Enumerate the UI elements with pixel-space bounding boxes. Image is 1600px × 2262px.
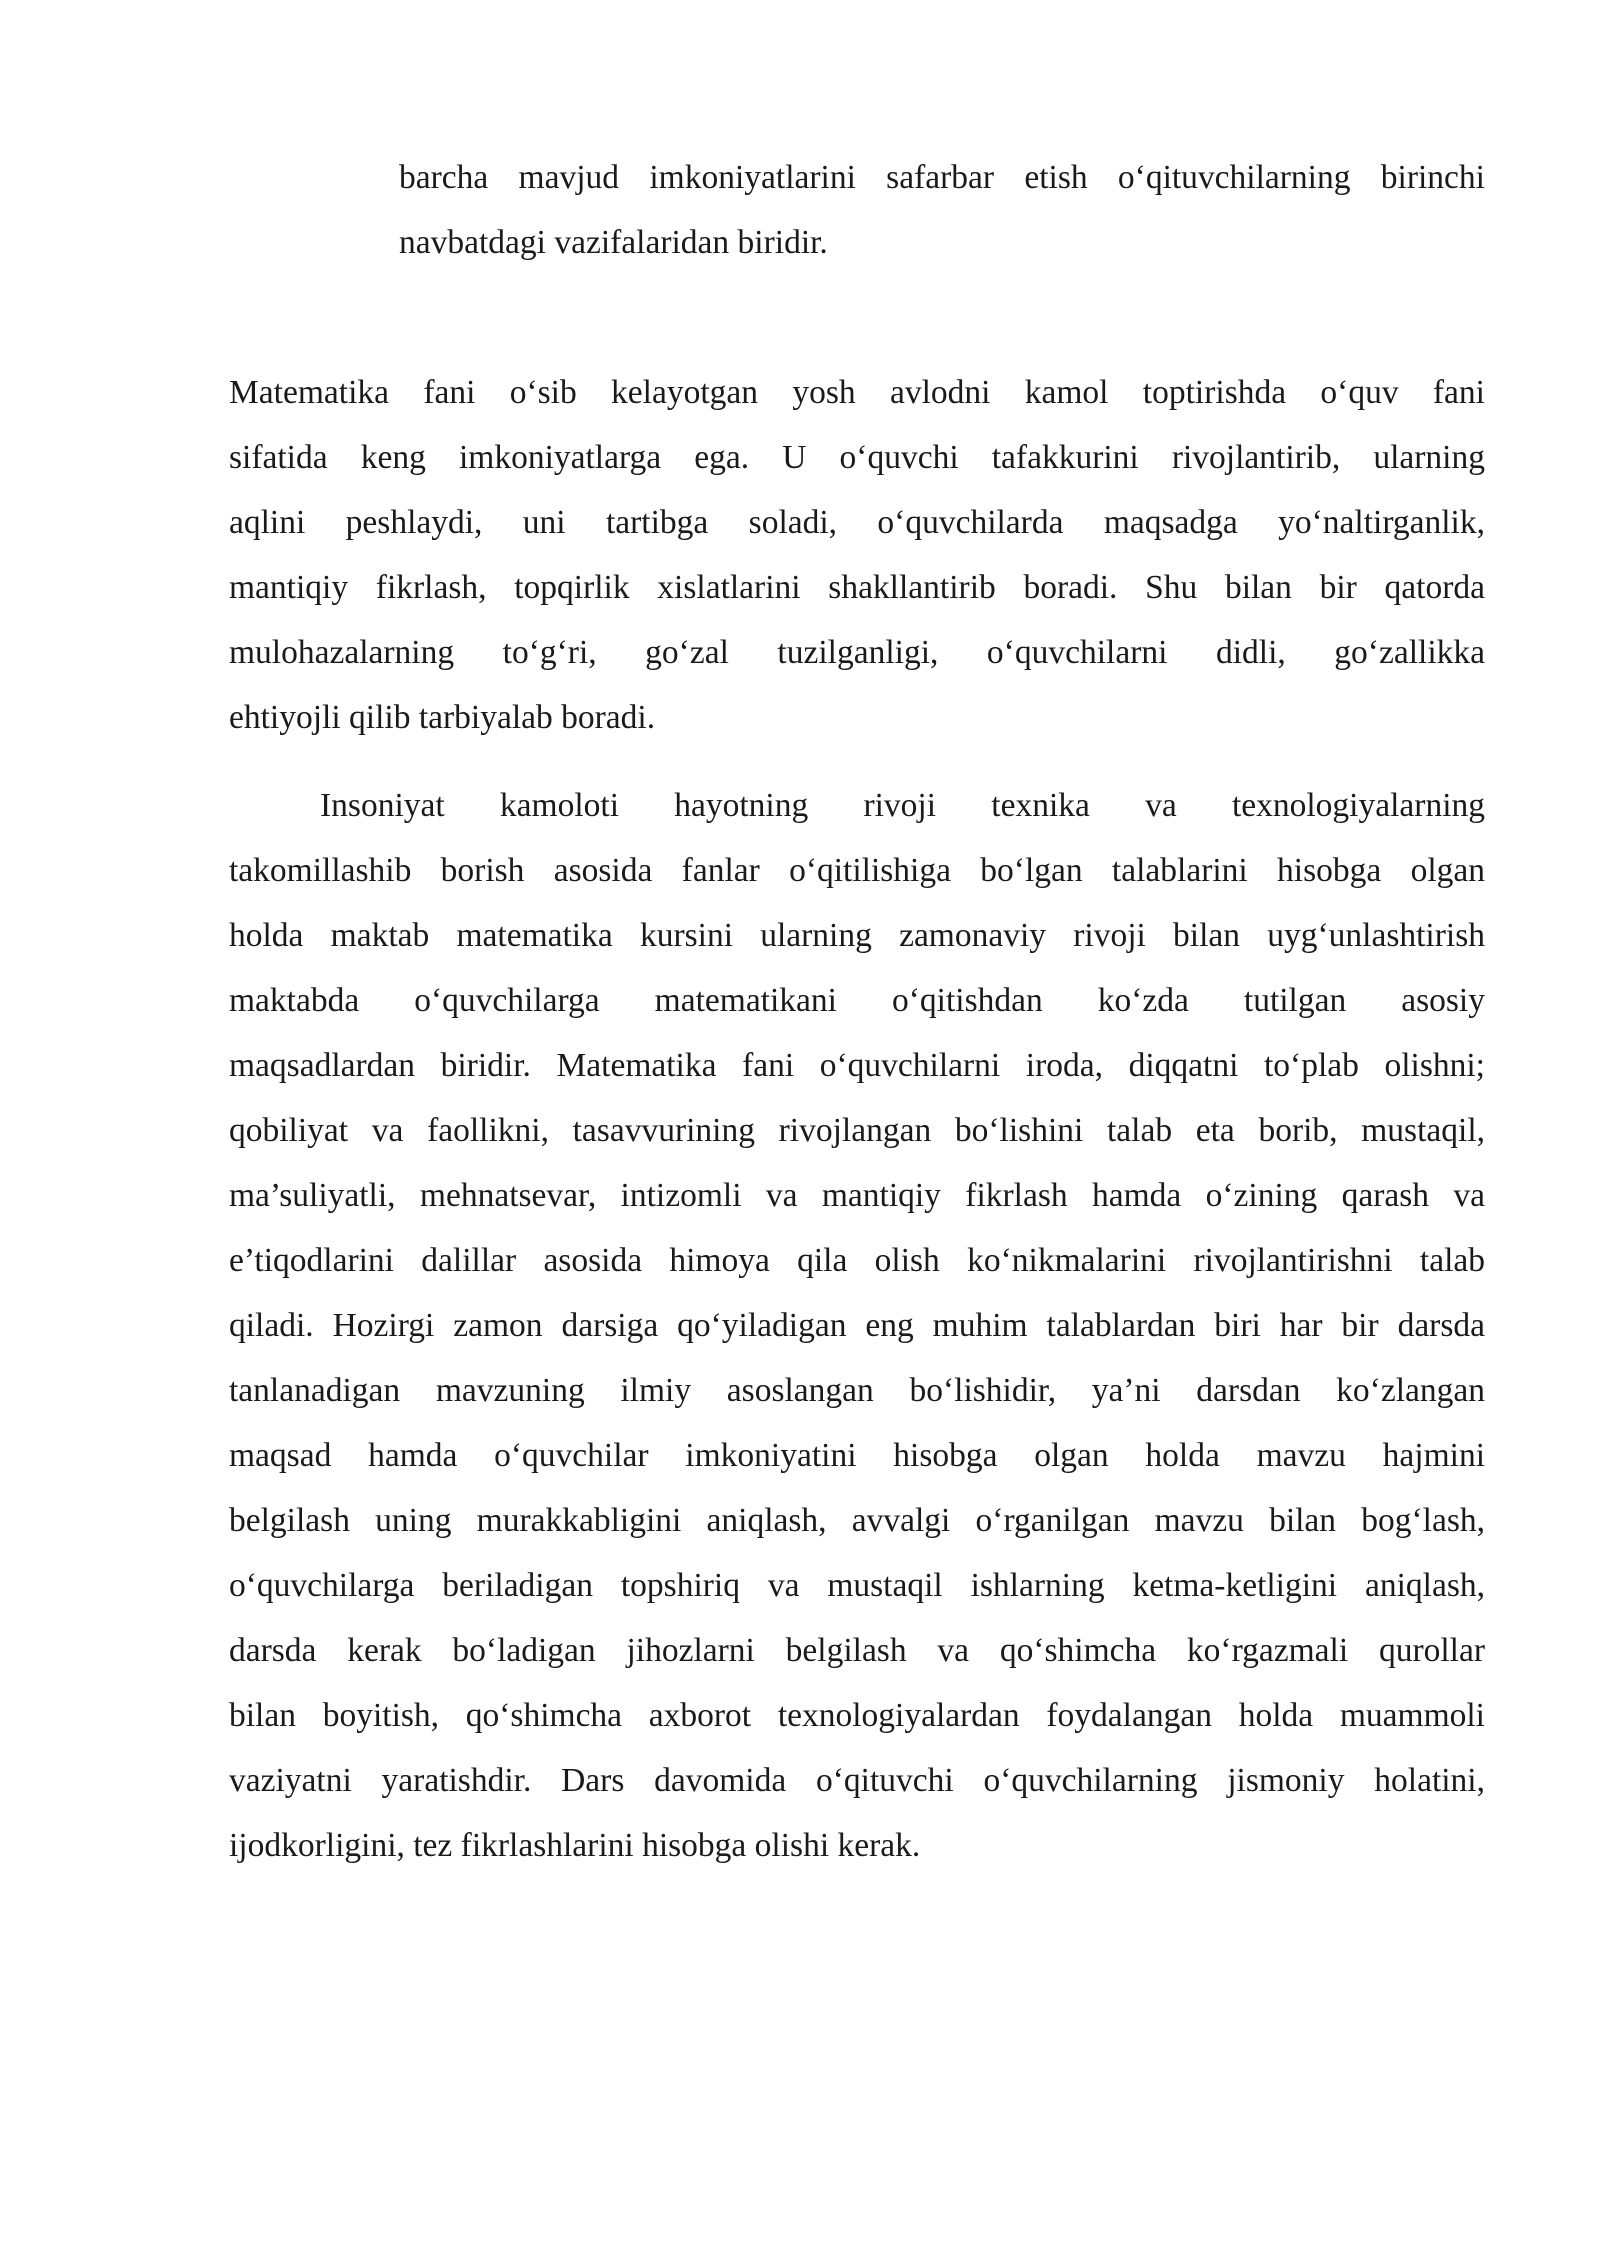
paragraph-line: takomillashib borish asosida fanlar o‘qitilishiga bo‘lgan talablarini hisobga olgan — [229, 852, 1485, 889]
paragraph-line: Insoniyat kamoloti hayotning rivoji texnika va texnologiyalarning — [320, 787, 1485, 824]
paragraph-line: ijodkorligini, tez fikrlashlarini hisobga olishi kerak. — [229, 1827, 921, 1864]
paragraph-line: ma’suliyatli, mehnatsevar, intizomli va mantiqiy fikrlash hamda o‘zining qarash va — [229, 1177, 1485, 1214]
paragraph-line: e’tiqodlarini dalillar asosida himoya qila olish ko‘nikmalarini rivojlantirishni talab — [229, 1242, 1485, 1279]
intro-paragraph — [399, 145, 1485, 275]
paragraph-line: maqsadlardan biridir. Matematika fani o‘quvchilarni iroda, diqqatni to‘plab olishni; — [229, 1047, 1485, 1084]
paragraph-line: navbatdagi vazifalaridan biridir. — [399, 224, 828, 261]
paragraph-lesson-requirements — [229, 773, 1485, 1878]
paragraph-line: barcha mavjud imkoniyatlarini safarbar etish o‘qituvchilarning birinchi — [399, 159, 1485, 196]
paragraph-line: darsda kerak bo‘ladigan jihozlarni belgilash va qo‘shimcha ko‘rgazmali qurollar — [229, 1632, 1485, 1669]
paragraph-line: belgilash uning murakkabligini aniqlash, avvalgi o‘rganilgan mavzu bilan bog‘lash, — [229, 1502, 1485, 1539]
paragraph-line: bilan boyitish, qo‘shimcha axborot texnologiyalardan foydalangan holda muammoli — [229, 1697, 1485, 1734]
paragraph-line: ehtiyojli qilib tarbiyalab boradi. — [229, 699, 656, 736]
paragraph-line: qobiliyat va faollikni, tasavvurining rivojlangan bo‘lishini talab eta borib, mustaqil, — [229, 1112, 1485, 1149]
paragraph-line: maktabda o‘quvchilarga matematikani o‘qitishdan ko‘zda tutilgan asosiy — [229, 982, 1485, 1019]
paragraph-line: tanlanadigan mavzuning ilmiy asoslangan bo‘lishidir, ya’ni darsdan ko‘zlangan — [229, 1372, 1485, 1409]
paragraph-line: holda maktab matematika kursini ularning zamonaviy rivoji bilan uyg‘unlashtirish — [229, 917, 1485, 954]
paragraph-line: maqsad hamda o‘quvchilar imkoniyatini hisobga olgan holda mavzu hajmini — [229, 1437, 1485, 1474]
paragraph-mathematics-role — [229, 360, 1485, 750]
paragraph-line: mantiqiy fikrlash, topqirlik xislatlarini shakllantirib boradi. Shu bilan bir qatorda — [229, 569, 1485, 606]
paragraph-line: vaziyatni yaratishdir. Dars davomida o‘qituvchi o‘quvchilarning jismoniy holatini, — [229, 1762, 1485, 1799]
paragraph-line: aqlini peshlaydi, uni tartibga soladi, o‘quvchilarda maqsadga yo‘naltirganlik, — [229, 504, 1485, 541]
paragraph-line: Matematika fani o‘sib kelayotgan yosh avlodni kamol toptirishda o‘quv fani — [229, 374, 1485, 411]
paragraph-line: mulohazalarning to‘g‘ri, go‘zal tuzilganligi, o‘quvchilarni didli, go‘zallikka — [229, 634, 1485, 671]
paragraph-line: qiladi. Hozirgi zamon darsiga qo‘yiladigan eng muhim talablardan biri har bir darsda — [229, 1307, 1485, 1344]
paragraph-line: sifatida keng imkoniyatlarga ega. U o‘quvchi tafakkurini rivojlantirib, ularning — [229, 439, 1485, 476]
paragraph-line: o‘quvchilarga beriladigan topshiriq va mustaqil ishlarning ketma-ketligini aniqlash, — [229, 1567, 1485, 1604]
